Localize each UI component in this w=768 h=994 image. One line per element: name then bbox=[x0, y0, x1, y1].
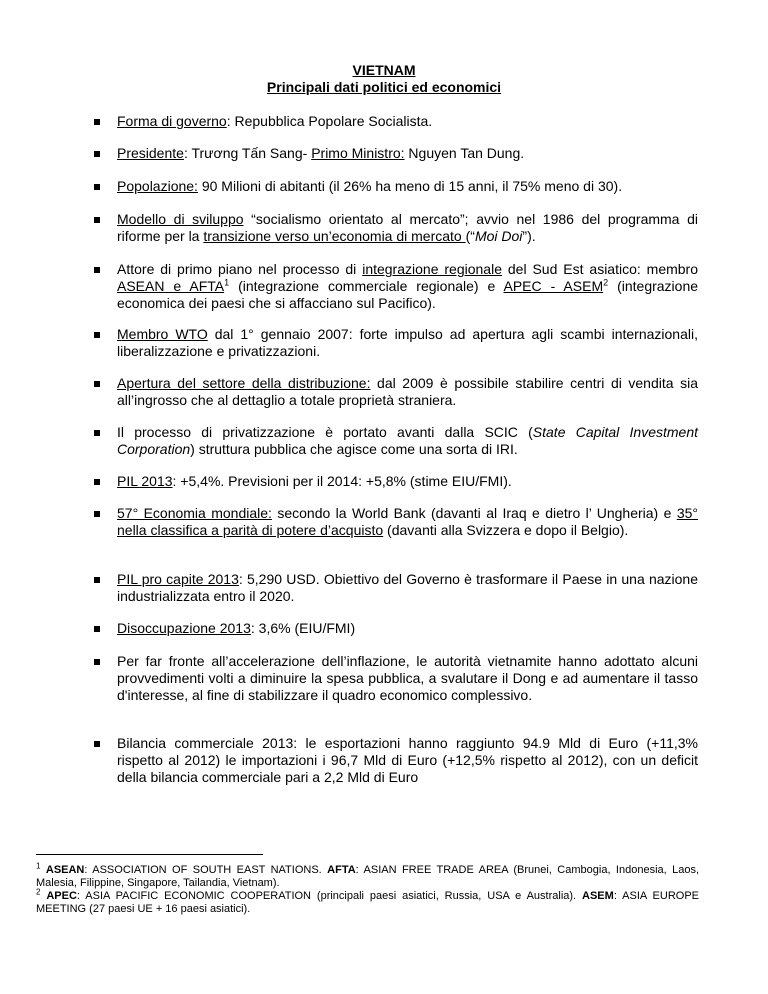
item-text: ”). bbox=[522, 228, 536, 244]
underlined-label: Presidente bbox=[117, 145, 184, 161]
item-text: dal 1° gennaio 2007: forte impulso ad apertura agli scambi internazionali, liberalizzazione e privatizzazioni. bbox=[117, 326, 698, 359]
underlined-label: Modello di sviluppo bbox=[117, 211, 244, 227]
square-bullet-icon bbox=[94, 511, 100, 517]
square-bullet-icon bbox=[94, 332, 100, 338]
footnote-text: : ASIA EUROPE MEETING (27 paesi UE + 16 paesi asiatici). bbox=[36, 890, 699, 915]
square-bullet-icon bbox=[94, 577, 100, 583]
footnote-text: : ASSOCIATION OF SOUTH EAST NATIONS. bbox=[84, 864, 328, 876]
list-item-text bbox=[117, 653, 698, 704]
item-text: del Sud Est asiatico: membro bbox=[501, 261, 699, 277]
underlined-label: PIL pro capite 2013 bbox=[117, 571, 239, 587]
footnote-ref[interactable]: 2 bbox=[603, 277, 609, 288]
underlined-label: integrazione regionale bbox=[362, 261, 502, 277]
square-bullet-icon bbox=[94, 217, 100, 223]
footnote-separator bbox=[36, 854, 263, 855]
item-text: Nguyen Tan Dung. bbox=[404, 145, 525, 161]
item-text: ) struttura pubblica che agisce come una sorta di IRI. bbox=[190, 441, 518, 457]
square-bullet-icon bbox=[94, 151, 100, 157]
list-item-text bbox=[117, 211, 698, 245]
footnote-ref[interactable]: 1 bbox=[224, 277, 230, 288]
item-text: Il processo di privatizzazione è portato avanti dalla SCIC ( bbox=[117, 424, 533, 440]
underlined-label: Forma di governo bbox=[117, 113, 227, 129]
item-text: dal 2009 è possibile stabilire centri di vendita sia all’ingrosso che al dettaglio a totale proprietà straniera. bbox=[117, 375, 698, 408]
list-item-text bbox=[117, 505, 698, 539]
underlined-label: Primo Ministro: bbox=[311, 145, 405, 161]
item-text: Bilancia commerciale 2013: le esportazioni hanno raggiunto 94.9 Mld di Euro (+11,3% rispetto al 2012) le importazioni i 96,7 Mld di Euro (+12,5% rispetto al 2012), con un deficit della bilancia commerciale pari a 2,2 Mld di Euro bbox=[117, 735, 698, 785]
item-text: Per far fronte all’accelerazione dell’inflazione, le autorità vietnamite hanno adottato alcuni provvedimenti volti a diminuire la spesa pubblica, a svalutare il Dong e ad aumentare il tasso d'interesse, al fine di stabilizzare il quadro economico complessivo. bbox=[117, 653, 698, 703]
list-item-text bbox=[117, 178, 698, 195]
list-item-text bbox=[117, 113, 698, 130]
item-text: Attore di primo piano nel processo di bbox=[117, 261, 363, 277]
footnote-number: 1 bbox=[36, 861, 41, 871]
item-text: (davanti alla Svizzera e dopo il Belgio). bbox=[383, 522, 629, 538]
underlined-label: Apertura del settore della distribuzione: bbox=[117, 375, 371, 391]
item-text: (integrazione economica dei paesi che si affacciano sul Pacifico). bbox=[117, 278, 699, 311]
footnote-term: ASEM bbox=[582, 890, 614, 902]
footnote-1 bbox=[36, 861, 700, 890]
list-item-text bbox=[117, 620, 698, 637]
underlined-label: ASEAN e AFTA bbox=[117, 278, 225, 294]
underlined-label: PIL 2013 bbox=[117, 473, 173, 489]
document-subtitle: Principali dati politici ed economici bbox=[266, 79, 502, 95]
item-text: : +5,4%. Previsioni per il 2014: +5,8% (stime EIU/FMI). bbox=[172, 473, 512, 489]
underlined-label: 57° Economia mondiale: bbox=[117, 505, 272, 521]
footnote-text: : ASIAN FREE TRADE AREA (Brunei, Cambogia, Indonesia, Laos, Malesia, Filippine, Singapore, Tailandia, Vietnam). bbox=[36, 864, 700, 889]
list-item-text bbox=[117, 424, 698, 458]
square-bullet-icon bbox=[94, 184, 100, 190]
underlined-label: transizione verso un’economia di mercato bbox=[203, 228, 466, 244]
underlined-label: 35° nella classifica a parità di potere d’acquisto bbox=[117, 505, 698, 538]
list-item-text bbox=[117, 145, 698, 162]
square-bullet-icon bbox=[94, 119, 100, 125]
item-text: : 3,6% (EIU/FMI) bbox=[250, 620, 356, 636]
italic-text: State Capital Investment Corporation bbox=[117, 424, 698, 457]
footnote-text: : ASIA PACIFIC ECONOMIC COOPERATION (principali paesi asiatici, Russia, USA e Australia). bbox=[76, 890, 583, 902]
footnote-term: APEC bbox=[46, 890, 77, 902]
item-text: secondo la World Bank (davanti al Iraq e dietro l’ Ungheria) e bbox=[271, 505, 677, 521]
square-bullet-icon bbox=[94, 626, 100, 632]
list-item-text bbox=[117, 571, 698, 605]
square-bullet-icon bbox=[94, 659, 100, 665]
square-bullet-icon bbox=[94, 430, 100, 436]
footnote-term: AFTA bbox=[327, 864, 356, 876]
underlined-label: Membro WTO bbox=[117, 326, 208, 342]
item-text: (integrazione commerciale regionale) e bbox=[229, 278, 504, 294]
underlined-label: Disoccupazione 2013 bbox=[117, 620, 251, 636]
item-text: (“ bbox=[465, 228, 475, 244]
item-text: : Repubblica Popolare Socialista. bbox=[226, 113, 433, 129]
item-text: “socialismo orientato al mercato”; avvio nel 1986 del programma di riforme per la bbox=[117, 211, 698, 244]
list-item-text bbox=[117, 473, 698, 490]
list-item-text bbox=[117, 375, 698, 409]
square-bullet-icon bbox=[94, 381, 100, 387]
square-bullet-icon bbox=[94, 479, 100, 485]
underlined-label: Popolazione: bbox=[117, 178, 198, 194]
list-item-text bbox=[117, 735, 698, 786]
footnote-2 bbox=[36, 887, 699, 916]
document-title: VIETNAM bbox=[352, 62, 416, 78]
item-text: 90 Milioni di abitanti (il 26% ha meno di 15 anni, il 75% meno di 30). bbox=[197, 178, 623, 194]
square-bullet-icon bbox=[94, 267, 100, 273]
list-item-text bbox=[117, 261, 698, 312]
item-text: : 5,290 USD. Obiettivo del Governo è trasformare il Paese in una nazione industrializzata entro il 2020. bbox=[117, 571, 698, 604]
footnote-number: 2 bbox=[36, 887, 41, 897]
italic-text: Moi Doi bbox=[474, 228, 523, 244]
square-bullet-icon bbox=[94, 741, 100, 747]
item-text: : Trương Tấn Sang- bbox=[183, 145, 312, 161]
footnote-term: ASEAN bbox=[45, 864, 85, 876]
underlined-label: APEC - ASEM bbox=[503, 278, 604, 294]
list-item-text bbox=[117, 326, 698, 360]
